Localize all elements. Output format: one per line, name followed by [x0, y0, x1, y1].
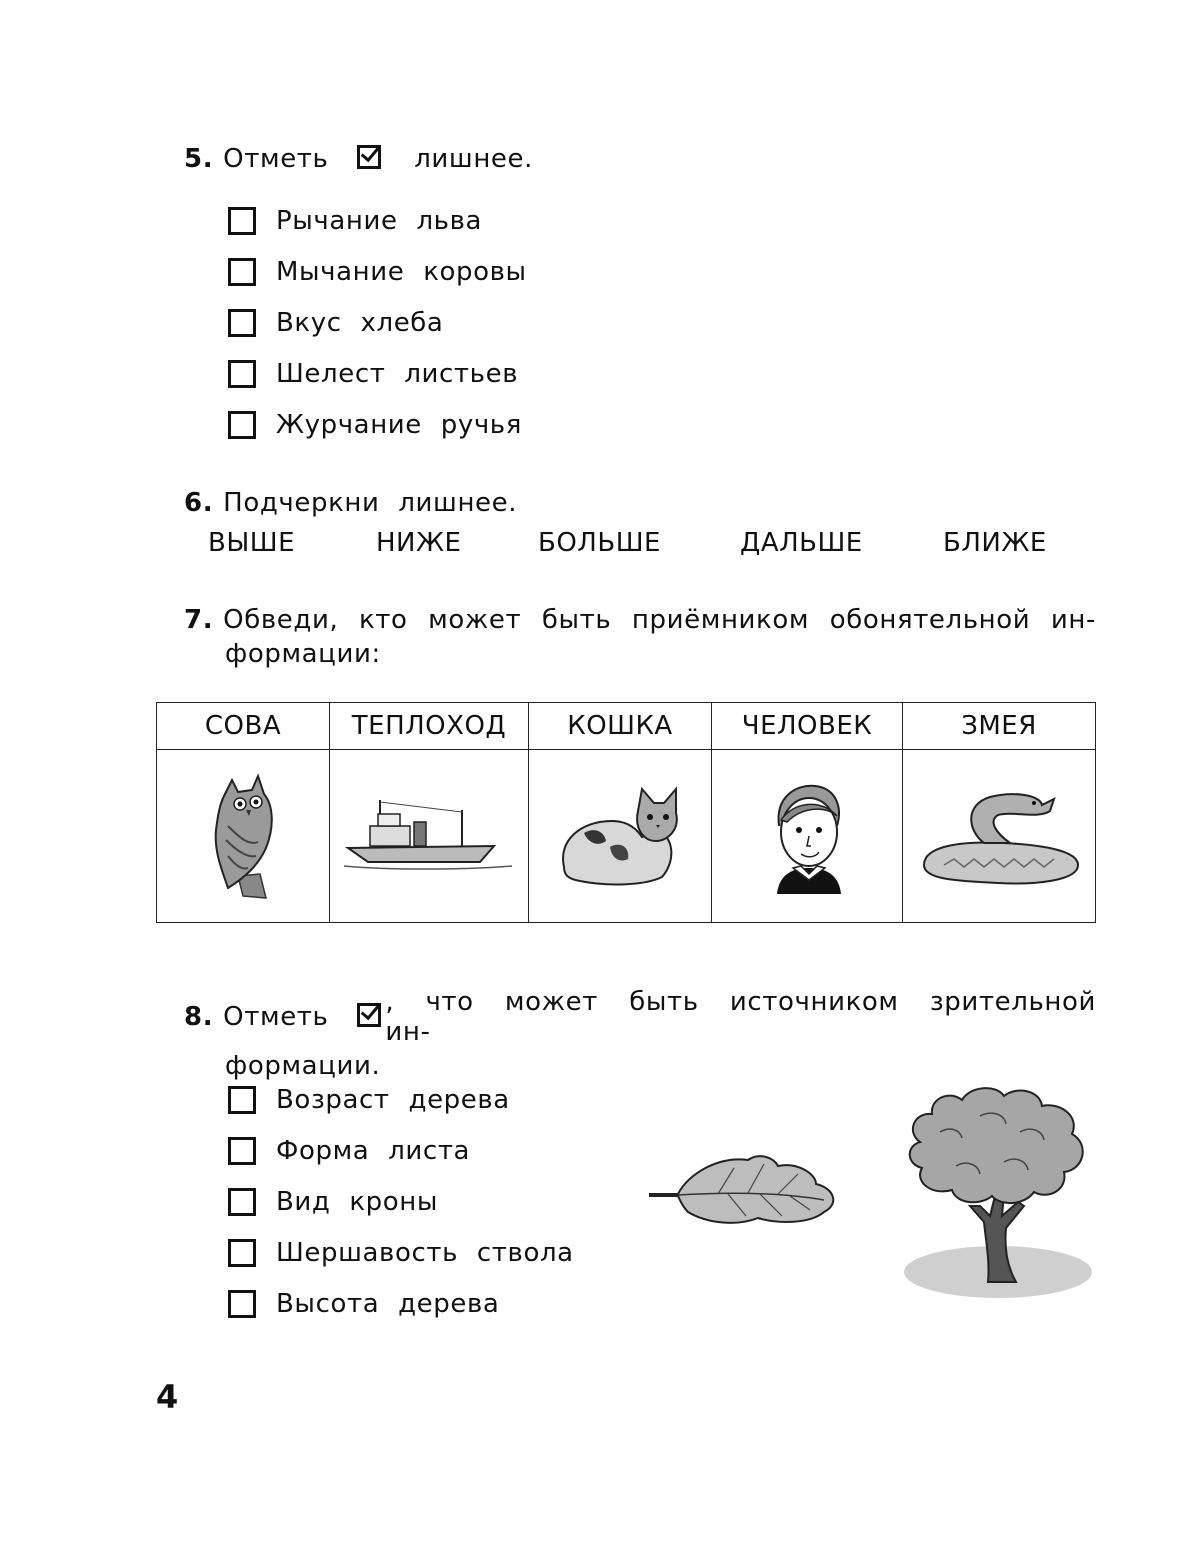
task-6-heading	[184, 488, 517, 518]
checkbox[interactable]	[228, 207, 256, 235]
option-label: Форма листа	[276, 1135, 471, 1166]
boy-cell[interactable]	[712, 750, 903, 923]
checkbox[interactable]	[228, 258, 256, 286]
owl-icon	[188, 766, 298, 906]
task-5-option[interactable]	[228, 246, 527, 297]
owl-cell[interactable]	[157, 750, 330, 923]
word-option[interactable]: ВЫШЕ	[208, 528, 296, 558]
task-5-number: 5.	[184, 144, 214, 174]
column-header-ship: ТЕПЛОХОД	[330, 703, 529, 750]
task-5-option[interactable]	[228, 349, 527, 400]
option-label: Журчание ручья	[276, 410, 522, 441]
ship-cell[interactable]	[330, 750, 529, 923]
task-5-option[interactable]	[228, 195, 527, 246]
task-8-number: 8.	[184, 1002, 214, 1032]
option-label: Шершавость ствола	[276, 1238, 574, 1269]
checkbox[interactable]	[228, 1137, 256, 1165]
snake-icon	[914, 781, 1084, 891]
task-5-text-before: Отметь	[223, 144, 329, 174]
cat-icon	[550, 781, 690, 891]
checkbox[interactable]	[228, 309, 256, 337]
task-8-option[interactable]	[228, 1279, 574, 1330]
column-header-cat: КОШКА	[529, 703, 712, 750]
word-option[interactable]: БОЛЬШЕ	[538, 528, 661, 558]
task-7-number: 7.	[184, 605, 214, 635]
option-label: Шелест листьев	[276, 359, 519, 390]
checkbox[interactable]	[228, 360, 256, 388]
word-option[interactable]: ДАЛЬШЕ	[740, 528, 863, 558]
word-option[interactable]: БЛИЖЕ	[943, 528, 1047, 558]
task-5-options	[228, 195, 527, 451]
task-8-option[interactable]	[228, 1176, 574, 1227]
checkbox[interactable]	[228, 1086, 256, 1114]
tree-icon	[900, 1082, 1096, 1304]
task-5-option[interactable]	[228, 297, 527, 348]
task-8-text-before: Отметь	[223, 1002, 329, 1032]
task-8-option[interactable]	[228, 1074, 574, 1125]
cat-cell[interactable]	[529, 750, 712, 923]
task-5-text-after: лишнее.	[414, 144, 533, 174]
option-label: Возраст дерева	[276, 1084, 510, 1115]
task-8-heading	[184, 987, 1096, 1081]
leaf-icon	[648, 1150, 842, 1230]
option-label: Мычание коровы	[276, 256, 527, 287]
snake-cell[interactable]	[903, 750, 1096, 923]
task-7-heading	[184, 605, 1096, 669]
option-label: Рычание льва	[276, 205, 483, 236]
column-header-human: ЧЕЛОВЕК	[712, 703, 903, 750]
task-6-number: 6.	[184, 488, 214, 518]
word-option[interactable]: НИЖЕ	[376, 528, 462, 558]
checkbox[interactable]	[228, 1290, 256, 1318]
task-7-table	[156, 702, 1096, 923]
task-8-options	[228, 1074, 574, 1330]
column-header-owl: СОВА	[157, 703, 330, 750]
option-label: Высота дерева	[276, 1289, 500, 1320]
checkmark-sample-icon	[357, 1003, 381, 1027]
checkbox[interactable]	[228, 411, 256, 439]
task-8-option[interactable]	[228, 1228, 574, 1279]
page-number: 4	[156, 1378, 179, 1416]
option-label: Вид кроны	[276, 1186, 439, 1217]
task-8-line-1: , что может быть источником зрительной ин-	[385, 987, 1096, 1047]
checkbox[interactable]	[228, 1188, 256, 1216]
task-8-option[interactable]	[228, 1125, 574, 1176]
task-5-option[interactable]	[228, 400, 527, 451]
task-5-heading	[184, 144, 533, 174]
task-8-line-2: формации.	[225, 1051, 381, 1081]
column-header-snake: ЗМЕЯ	[903, 703, 1096, 750]
option-label: Вкус хлеба	[276, 307, 444, 338]
checkmark-sample-icon	[357, 145, 381, 169]
boy-icon	[757, 776, 857, 896]
task-6-text: Подчеркни лишнее.	[223, 488, 518, 518]
checkbox[interactable]	[228, 1239, 256, 1267]
task-7-line-2: формации:	[225, 639, 381, 669]
ship-icon	[344, 796, 514, 876]
task-7-line-1: Обведи, кто может быть приёмником обонятельной ин-	[223, 605, 1096, 635]
